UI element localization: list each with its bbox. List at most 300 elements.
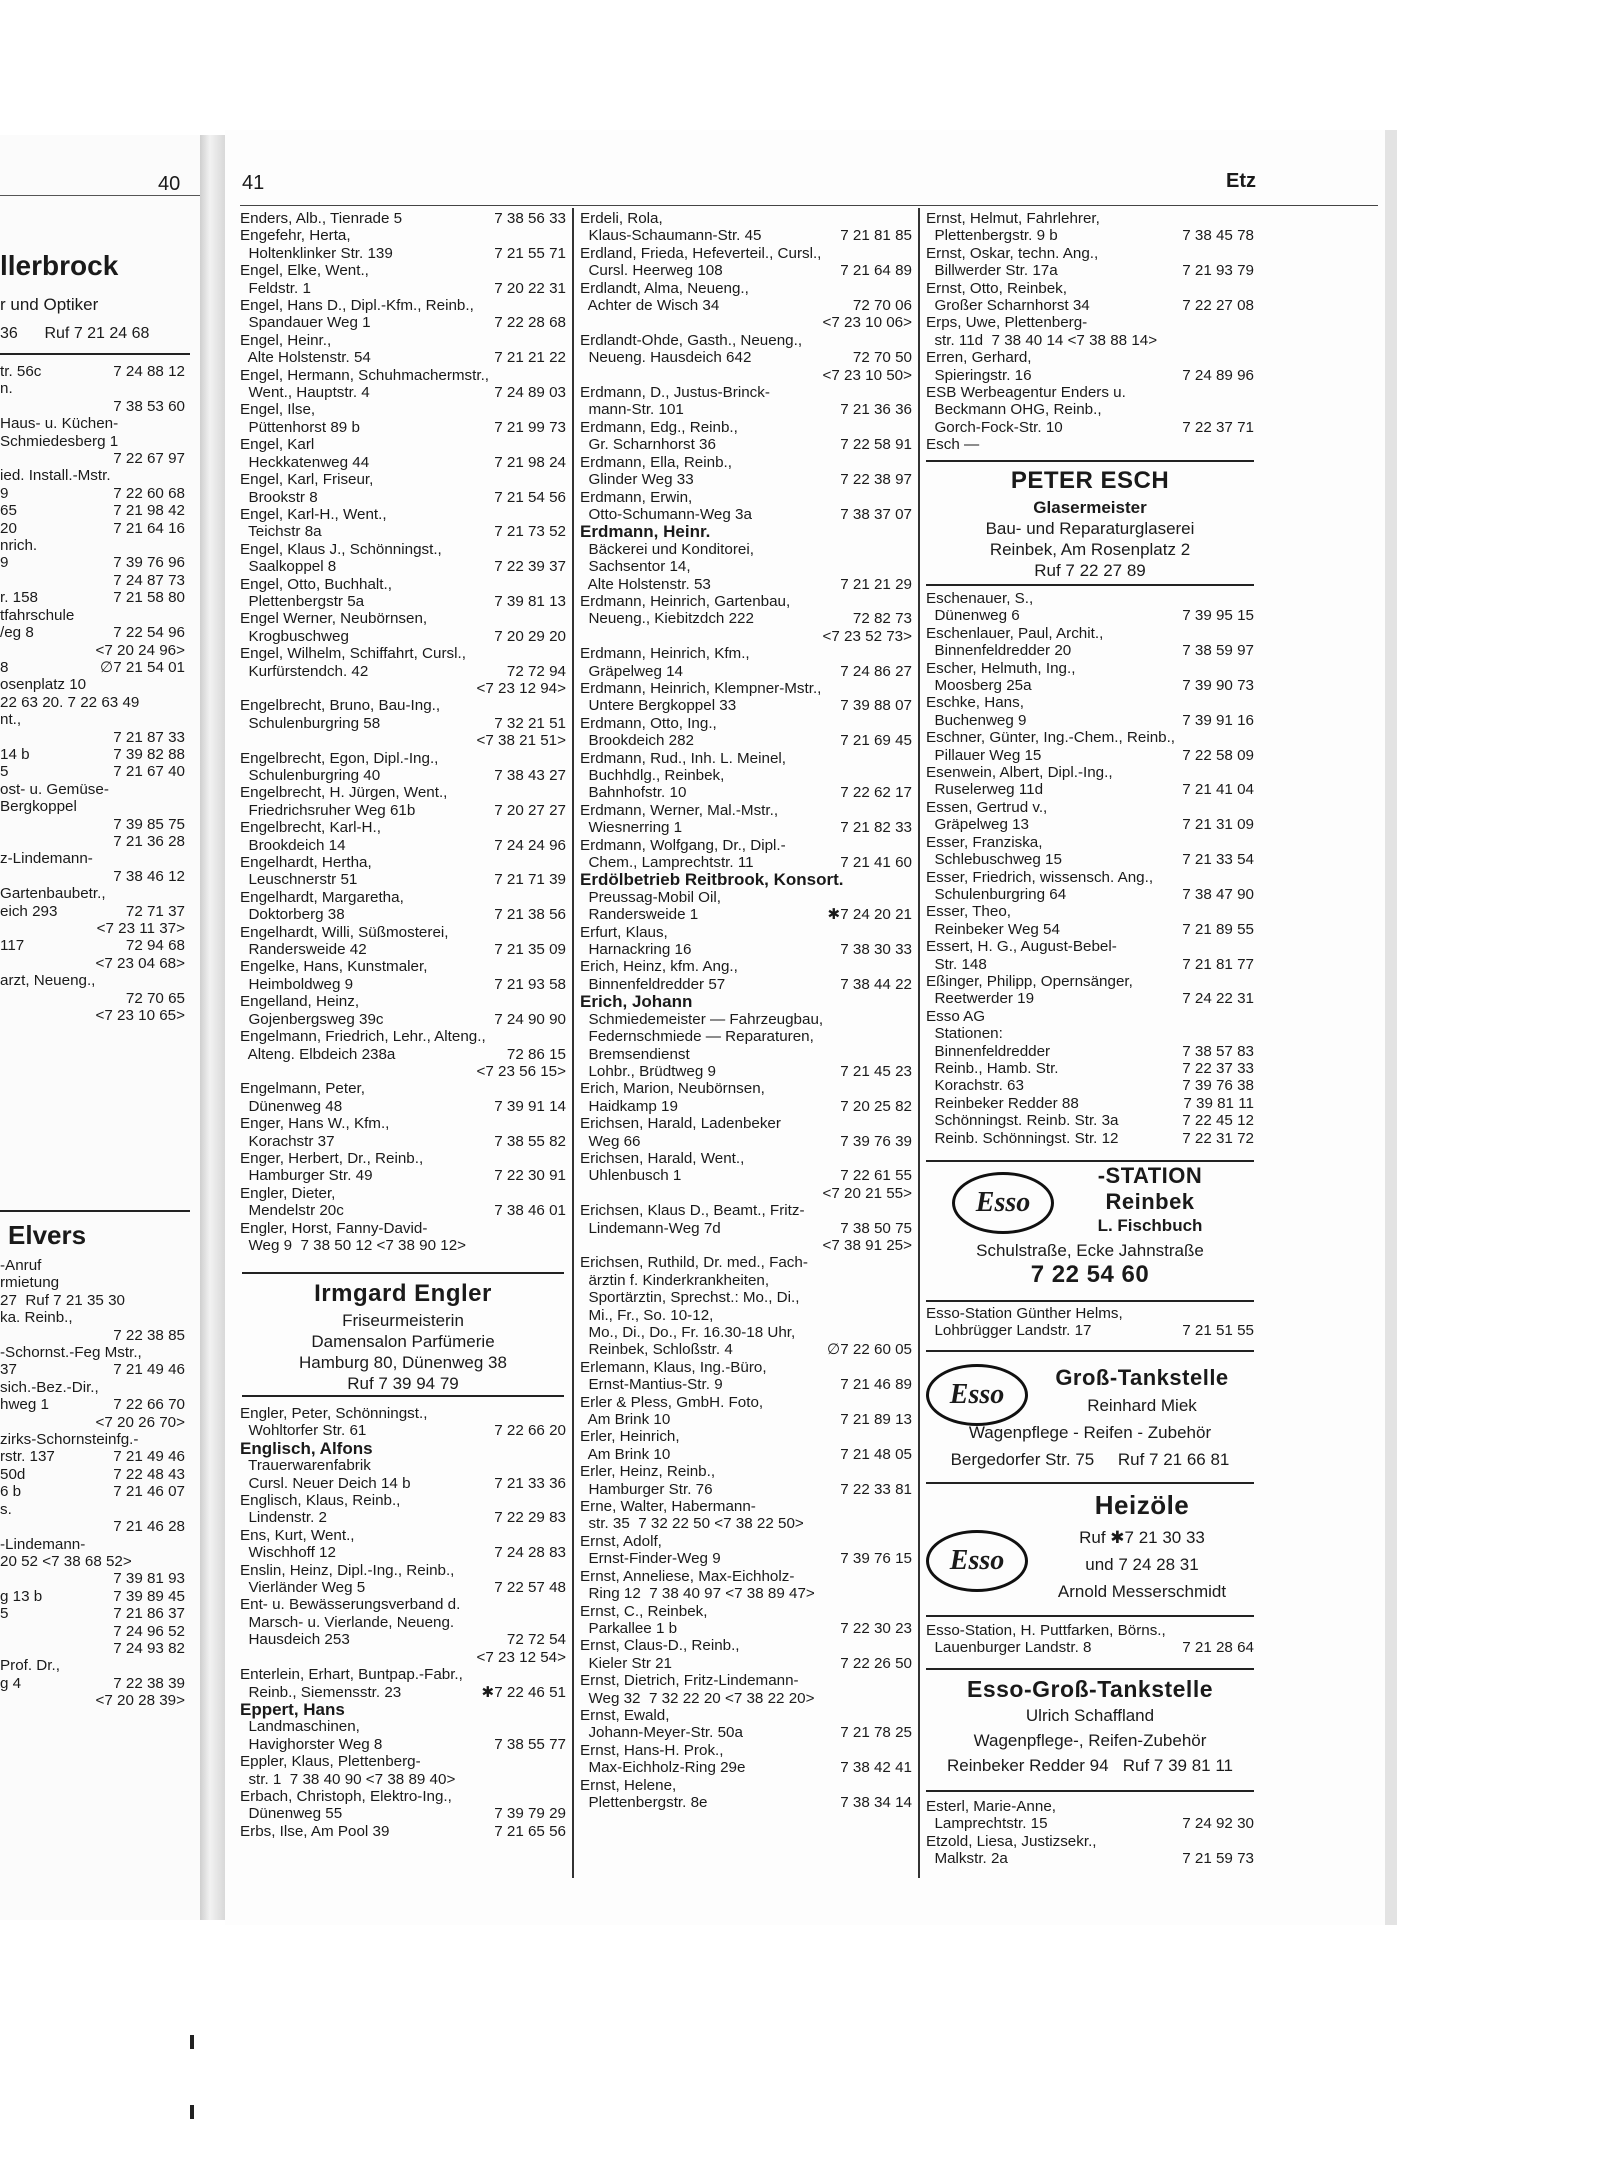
listing-text: Ernst, Hans-H. Prok., <box>580 1741 724 1759</box>
listing-text: Heimboldweg 9 <box>240 975 354 993</box>
listing-line <box>580 1585 912 1602</box>
listing-phone: 7 38 57 83 <box>1182 1042 1254 1060</box>
engler-ad-line3: Hamburg 80, Dünenweg 38 <box>299 1353 507 1372</box>
listing-text: 5 <box>0 1605 9 1623</box>
listing-text: Alte Holstenstr. 53 <box>580 575 711 593</box>
listing-line <box>580 280 912 297</box>
listing-phone: 7 21 73 52 <box>494 523 566 541</box>
left-page <box>0 135 200 1920</box>
listing-line <box>580 837 912 854</box>
listing-phone: 7 22 30 23 <box>840 1619 912 1637</box>
esso4-rule-bottom <box>926 1790 1254 1792</box>
listing-text: Brookstr 8 <box>240 488 318 506</box>
listing-line <box>580 767 912 784</box>
listing-line <box>0 1588 185 1605</box>
listing-line <box>580 750 912 767</box>
listing-text: Uhlenbusch 1 <box>580 1167 682 1185</box>
esso-logo-icon-3: Esso <box>926 1530 1028 1592</box>
listing-phone: 7 22 54 96 <box>113 624 185 642</box>
listing-line <box>0 450 185 467</box>
listing-text: Engelmann, Friedrich, Lehr., Alteng., <box>240 1028 486 1046</box>
listing-line <box>926 642 1254 659</box>
listing-phone: 7 21 82 33 <box>840 819 912 837</box>
listing-text: Engelland, Heinz, <box>240 993 360 1011</box>
listing-phone: 7 39 76 39 <box>840 1132 912 1150</box>
listing-text: Marsch- u. Vierlande, Neueng. <box>240 1613 455 1631</box>
listing-text: sich.-Bez.-Dir., <box>0 1378 99 1396</box>
listing-line <box>580 506 912 523</box>
listing-phone: 7 21 98 24 <box>494 453 566 471</box>
listing-line <box>240 1684 566 1701</box>
listing-line <box>580 1167 912 1184</box>
listing-phone: 7 22 48 43 <box>113 1465 185 1483</box>
listing-phone: 7 21 45 23 <box>840 1062 912 1080</box>
listing-line <box>580 1341 912 1358</box>
esso4-line1: Ulrich Schaffland <box>1025 1706 1155 1725</box>
listing-line <box>0 1274 185 1291</box>
listing-text: Enterlein, Erhart, Buntpap.-Fabr., <box>240 1666 463 1684</box>
listing-phone: 7 22 60 68 <box>113 484 185 502</box>
listing-line <box>580 819 912 836</box>
listing-text: Plettenbergstr 5a <box>240 592 365 610</box>
listing-phone: 7 38 50 75 <box>840 1219 912 1237</box>
listing-phone: 7 39 90 73 <box>1182 677 1254 695</box>
listing-line <box>0 1692 185 1709</box>
listing-line <box>0 1518 185 1535</box>
bold-entry-name: Eppert, Hans <box>240 1699 345 1719</box>
listing-text: Engel, Karl <box>240 436 315 454</box>
listing-line <box>580 262 912 279</box>
listing-text: Essert, H. G., August-Bebel- <box>926 938 1117 956</box>
listing-text: Brookdeich 282 <box>580 732 694 750</box>
listing-line <box>0 746 185 763</box>
listing-phone: <7 38 21 51> <box>476 732 566 750</box>
listing-text: Engel, Wilhelm, Schiffahrt, Cursl., <box>240 645 466 663</box>
listing-text: Erren, Gerhard, <box>926 349 1032 367</box>
listing-line <box>580 1672 912 1689</box>
listing-line <box>580 401 912 418</box>
listing-phone: 7 24 96 52 <box>113 1622 185 1640</box>
esso-puttfarken <box>926 1622 1254 1657</box>
listing-text: ESB Werbeagentur Enders u. <box>926 384 1126 402</box>
page-edge-shadow <box>1385 130 1397 1925</box>
listing-line <box>240 367 566 384</box>
listing-phone: ∅7 21 54 01 <box>99 658 185 676</box>
listing-text: Korachstr. 63 <box>926 1077 1024 1095</box>
listing-line <box>240 1046 566 1063</box>
esso1-line3: Schulstraße, Ecke Jahnstraße <box>976 1241 1204 1260</box>
listing-text: Buchhdlg., Reinbek, <box>580 767 725 784</box>
listing-text: Erdeli, Rola, <box>580 210 663 227</box>
listing-line <box>240 1579 566 1596</box>
listing-phone: 7 24 88 12 <box>113 363 185 380</box>
listing-phone: 7 38 43 27 <box>494 767 566 784</box>
listing-line <box>0 798 185 815</box>
column-rule-2 <box>918 208 920 1878</box>
listing-text: Bremsendienst <box>580 1045 690 1063</box>
bold-entry-name: Erdölbetrieb Reitbrook, Konsort. <box>580 870 844 890</box>
listing-line <box>0 1501 185 1518</box>
listing-phone: 7 22 33 81 <box>840 1480 912 1498</box>
esch-rule-top <box>926 460 1254 462</box>
listing-line <box>0 1007 185 1024</box>
listing-line <box>0 1414 185 1431</box>
listing-line <box>0 1553 185 1570</box>
listing-text: /eg 8 <box>0 624 34 642</box>
listing-line <box>240 819 566 836</box>
listing-text: Reinb. Schönningst. Str. 12 <box>926 1129 1119 1147</box>
listing-line <box>240 906 566 923</box>
esso-heizoele-ad <box>1030 1490 1254 1602</box>
listing-phone: 7 21 87 33 <box>113 728 185 746</box>
listing-text: 20 52 <7 38 68 52> <box>0 1552 132 1570</box>
esso1-address <box>926 1240 1254 1289</box>
listing-line <box>0 433 185 450</box>
listing-text: rmietung <box>0 1274 60 1292</box>
listing-line <box>0 1396 185 1413</box>
listing-line <box>0 1570 185 1587</box>
esch-ad-line1: Glasermeister <box>1033 498 1147 517</box>
esso2-title: Groß-Tankstelle <box>1055 1365 1229 1390</box>
listing-phone: 7 21 64 16 <box>113 519 185 537</box>
listing-line <box>926 834 1254 851</box>
listing-line <box>926 677 1254 694</box>
listing-line <box>0 642 185 659</box>
esso2-address <box>926 1422 1254 1470</box>
listing-text: Erdland, Frieda, Hefeverteil., Cursl., <box>580 244 822 262</box>
listing-line <box>926 1077 1254 1094</box>
listing-text: Engler, Horst, Fanny-David- <box>240 1219 428 1237</box>
left-header-name: llerbrock <box>0 250 119 281</box>
listing-phone: ∅7 22 60 05 <box>826 1341 912 1359</box>
listing-line <box>926 436 1254 453</box>
listing-line <box>926 367 1254 384</box>
listing-text: Engelbrecht, Bruno, Bau-Ing., <box>240 697 441 715</box>
listing-line <box>926 694 1254 711</box>
listing-text: 6 b <box>0 1483 22 1501</box>
listing-line <box>580 1115 912 1132</box>
listing-text: Erfurt, Klaus, <box>580 923 668 941</box>
listing-line <box>0 467 185 484</box>
listing-phone: <7 23 11 37> <box>96 920 185 937</box>
listing-text: Wischhoff 12 <box>240 1544 336 1562</box>
esso-gross-ad <box>1030 1365 1254 1416</box>
listing-line <box>580 1011 912 1028</box>
listing-text: Heckkatenweg 44 <box>240 453 370 471</box>
listing-line <box>0 1605 185 1622</box>
listing-text: Ernst, Oskar, techn. Ang., <box>926 244 1099 262</box>
listing-text: Krogbuschweg <box>240 627 349 645</box>
esso3-line3: Arnold Messerschmidt <box>1057 1582 1227 1601</box>
listing-line <box>580 210 912 227</box>
listing-line <box>580 576 912 593</box>
listing-line <box>926 419 1254 436</box>
listing-text: Federnschmiede — Reparaturen, <box>580 1028 814 1046</box>
listing-line <box>580 332 912 349</box>
listing-text: 9 <box>0 484 9 502</box>
listing-text: 27 Ruf 7 21 35 30 <box>0 1291 125 1309</box>
header-rule <box>240 205 1378 206</box>
listing-line <box>926 799 1254 816</box>
listing-line <box>580 314 912 331</box>
listing-line <box>580 1046 912 1063</box>
listing-line <box>240 784 566 801</box>
listing-line <box>240 1596 566 1613</box>
esso-logo-icon-2: Esso <box>926 1364 1028 1426</box>
listing-text: Hausdeich 253 <box>240 1631 350 1649</box>
listing-line <box>0 972 185 989</box>
listing-text: Randersweide 1 <box>580 906 699 924</box>
listing-text: Erichsen, Ruthild, Dr. med., Fach- <box>580 1254 808 1272</box>
listing-text: Dünenweg 55 <box>240 1805 343 1823</box>
listing-phone: 7 38 34 14 <box>840 1793 912 1811</box>
listing-phone: 7 39 81 13 <box>494 592 566 610</box>
listing-phone: 7 21 65 56 <box>494 1822 566 1840</box>
listing-text: -Anruf <box>0 1257 42 1274</box>
book-spine <box>200 135 225 1920</box>
listing-phone: 7 39 76 15 <box>840 1550 912 1568</box>
listing-text: ied. Install.-Mstr. <box>0 467 111 485</box>
listing-text: Enslin, Heinz, Dipl.-Ing., Reinb., <box>240 1561 455 1579</box>
listing-line <box>580 227 912 244</box>
listing-text: Lohbr., Brüdtweg 9 <box>580 1062 716 1080</box>
listing-text: Enger, Herbert, Dr., Reinb., <box>240 1149 424 1167</box>
listing-text: Kurfürstendch. 42 <box>240 662 369 680</box>
listing-text: Engelbrecht, H. Jürgen, Went., <box>240 784 448 802</box>
listing-phone: 72 72 94 <box>506 662 566 680</box>
listing-text: Lindenstr. 2 <box>240 1509 327 1527</box>
listing-line <box>240 1475 566 1492</box>
esso4-line2: Wagenpflege-, Reifen-Zubehör <box>973 1731 1207 1750</box>
listing-text: Moosberg 25a <box>926 677 1032 695</box>
listing-text: Alte Holstenstr. 54 <box>240 349 371 367</box>
esso-logo-icon: Esso <box>952 1172 1054 1234</box>
listing-line <box>240 1457 566 1474</box>
listing-line <box>240 871 566 888</box>
listing-phone: 7 21 81 85 <box>840 227 912 245</box>
listing-text: 37 <box>0 1361 17 1379</box>
listing-text: Erichsen, Harald, Went., <box>580 1149 745 1167</box>
listing-text: Hamburger Str. 49 <box>240 1167 373 1185</box>
listing-text: hweg 1 <box>0 1396 49 1414</box>
listing-text: Spandauer Weg 1 <box>240 314 371 332</box>
listing-line <box>926 1622 1254 1639</box>
listing-line <box>0 955 185 972</box>
listing-text: Eppler, Klaus, Plettenberg- <box>240 1753 421 1771</box>
listing-phone: 7 22 30 91 <box>494 1167 566 1185</box>
listing-line <box>580 941 912 958</box>
listing-text: Erdmann, Erwin, <box>580 488 693 506</box>
listing-phone: 7 39 82 88 <box>113 745 185 763</box>
listing-line <box>0 1640 185 1657</box>
listing-line <box>926 729 1254 746</box>
esch-ad-line4: Ruf 7 22 27 89 <box>1034 561 1146 580</box>
listing-text: Korachstr 37 <box>240 1132 335 1150</box>
listing-phone: 7 38 30 33 <box>840 941 912 959</box>
listing-line <box>0 607 185 624</box>
esso-helms <box>926 1305 1254 1340</box>
listing-phone: <7 23 52 73> <box>822 627 912 645</box>
listing-text: Lauenburger Landstr. 8 <box>926 1639 1092 1657</box>
listing-text: Erlemann, Klaus, Ing.-Büro, <box>580 1358 767 1376</box>
listing-phone: 7 21 33 54 <box>1182 851 1254 869</box>
engler-ad-line4: Ruf 7 39 94 79 <box>347 1374 459 1393</box>
listing-phone: 7 39 76 96 <box>113 554 185 572</box>
listing-line <box>240 1753 566 1770</box>
listing-line <box>580 297 912 314</box>
listing-phone: 7 22 45 12 <box>1182 1112 1254 1130</box>
listing-phone: 7 21 36 28 <box>113 832 185 850</box>
listing-phone: 7 24 89 96 <box>1182 366 1254 384</box>
listing-text: Feldstr. 1 <box>240 279 311 297</box>
esch-rule-bottom <box>926 584 1254 586</box>
listing-line <box>0 1657 185 1674</box>
listing-line <box>580 1359 912 1376</box>
listing-line <box>240 697 566 714</box>
listing-text: Otto-Schumann-Weg 3a <box>580 505 752 523</box>
listing-phone: 7 21 21 29 <box>840 575 912 593</box>
listing-phone: 7 22 31 72 <box>1182 1129 1254 1147</box>
listing-text: Erdmann, Otto, Ing., <box>580 714 717 732</box>
listing-line <box>240 1823 566 1840</box>
listing-line <box>240 593 566 610</box>
listing-text: Erler, Heinrich, <box>580 1428 680 1446</box>
listing-text: Weg 32 7 32 22 20 <7 38 22 20> <box>580 1689 815 1707</box>
listing-phone: 7 20 25 82 <box>840 1097 912 1115</box>
listing-line <box>240 384 566 401</box>
listing-text: Weg 66 <box>580 1132 641 1150</box>
column-3-c <box>926 1798 1254 1868</box>
listing-line <box>240 297 566 314</box>
listing-line <box>240 419 566 436</box>
listing-phone: 7 22 57 48 <box>494 1579 566 1597</box>
listing-phone: 7 21 78 25 <box>840 1724 912 1742</box>
listing-line <box>240 732 566 749</box>
listing-text: Englisch, Klaus, Reinb., <box>240 1492 401 1510</box>
listing-phone: 72 71 37 <box>125 902 185 920</box>
listing-line <box>240 1805 566 1822</box>
listing-text: Gräpelweg 14 <box>580 662 683 680</box>
listing-line <box>580 1446 912 1463</box>
listing-phone: 7 21 55 71 <box>494 244 566 262</box>
listing-text: Gartenbaubetr., <box>0 885 106 903</box>
listing-text: Engel, Otto, Buchhalt., <box>240 575 392 593</box>
listing-line <box>0 868 185 885</box>
listing-line <box>240 210 566 227</box>
listing-line <box>580 1515 912 1532</box>
listing-text: Erler, Heinz, Reinb., <box>580 1463 716 1481</box>
listing-line <box>926 1112 1254 1129</box>
listing-text: Reinbek, Schloßstr. 4 <box>580 1341 733 1359</box>
listing-text: Gr. Scharnhorst 36 <box>580 436 716 454</box>
listing-line <box>926 210 1254 227</box>
listing-line <box>240 1150 566 1167</box>
listing-phone: 7 39 91 16 <box>1182 711 1254 729</box>
esso2-rule-top <box>926 1350 1254 1352</box>
listing-line <box>580 1080 912 1097</box>
listing-line <box>240 1788 566 1805</box>
listing-text: 65 <box>0 502 17 520</box>
listing-line <box>240 1115 566 1132</box>
listing-phone: 7 21 48 05 <box>840 1445 912 1463</box>
listing-phone: 7 39 95 15 <box>1182 607 1254 625</box>
listing-line <box>580 489 912 506</box>
listing-phone: 7 38 55 77 <box>494 1735 566 1753</box>
listing-line <box>580 1707 912 1724</box>
listing-line <box>240 541 566 558</box>
engler-ad <box>242 1280 564 1394</box>
listing-text: Ernst, Adolf, <box>580 1532 662 1550</box>
listing-line <box>0 1448 185 1465</box>
listing-line <box>580 1254 912 1271</box>
listing-text: Ent- u. Bewässerungsverband d. <box>240 1596 461 1614</box>
listing-text: Am Brink 10 <box>580 1411 671 1429</box>
listing-phone: 7 21 98 42 <box>113 502 185 520</box>
listing-text: Sachsentor 14, <box>580 558 691 576</box>
listing-line <box>0 1361 185 1378</box>
listing-text: Erichsen, Klaus D., Beamt., Fritz- <box>580 1202 805 1220</box>
listing-text: Erdmann, D., Justus-Brinck- <box>580 384 770 402</box>
listing-phone: 72 70 50 <box>852 349 912 367</box>
listing-line <box>0 363 185 380</box>
listing-text: Erdlandt-Ohde, Gasth., Neueng., <box>580 331 803 349</box>
listing-text: Cursl. Neuer Deich 14 b <box>240 1474 411 1492</box>
listing-phone: 7 24 22 31 <box>1182 990 1254 1008</box>
listing-text: arzt, Neueng., <box>0 972 96 990</box>
listing-phone: 7 21 69 45 <box>840 732 912 750</box>
listing-phone: 7 21 35 09 <box>494 941 566 959</box>
listing-text: Engelhardt, Hertha, <box>240 854 372 872</box>
esso3-rule-bottom <box>926 1615 1254 1617</box>
listing-line <box>580 889 912 906</box>
listing-line <box>240 1202 566 1219</box>
listing-line <box>240 262 566 279</box>
listing-phone: 72 70 65 <box>125 989 185 1007</box>
listing-line <box>0 990 185 1007</box>
listing-line <box>926 1060 1254 1077</box>
listing-line <box>0 485 185 502</box>
listing-line <box>240 1098 566 1115</box>
listing-phone: 7 22 27 08 <box>1182 297 1254 315</box>
listing-text: Esenwein, Albert, Dipl.-Ing., <box>926 764 1113 782</box>
listing-phone: 7 21 93 79 <box>1182 262 1254 280</box>
listing-text: Erdmann, Heinrich, Gartenbau, <box>580 592 791 610</box>
listing-line <box>580 1742 912 1759</box>
listing-line <box>580 1133 912 1150</box>
listing-text: Reinb., Hamb. Str. <box>926 1059 1059 1077</box>
listing-line <box>580 645 912 662</box>
listing-line <box>0 1623 185 1640</box>
listing-line <box>240 1063 566 1080</box>
column-3 <box>926 210 1254 454</box>
elvers-name: Elvers <box>8 1220 87 1250</box>
listing-line <box>580 384 912 401</box>
listing-line <box>926 660 1254 677</box>
listing-line <box>0 520 185 537</box>
listing-phone: 7 38 45 78 <box>1182 227 1254 245</box>
listing-line <box>580 349 912 366</box>
listing-text: Erne, Walter, Habermann- <box>580 1498 756 1516</box>
listing-line <box>926 1008 1254 1025</box>
listing-line <box>580 1759 912 1776</box>
listing-text: Ring 12 7 38 40 97 <7 38 89 47> <box>580 1585 815 1603</box>
left-header-rule <box>0 195 200 196</box>
esso3-line1: Ruf ✱7 21 30 33 <box>1079 1528 1205 1547</box>
listing-phone: 7 22 38 97 <box>840 471 912 489</box>
listing-line <box>0 537 185 554</box>
listing-text: 117 <box>0 937 25 955</box>
listing-line <box>240 1185 566 1202</box>
